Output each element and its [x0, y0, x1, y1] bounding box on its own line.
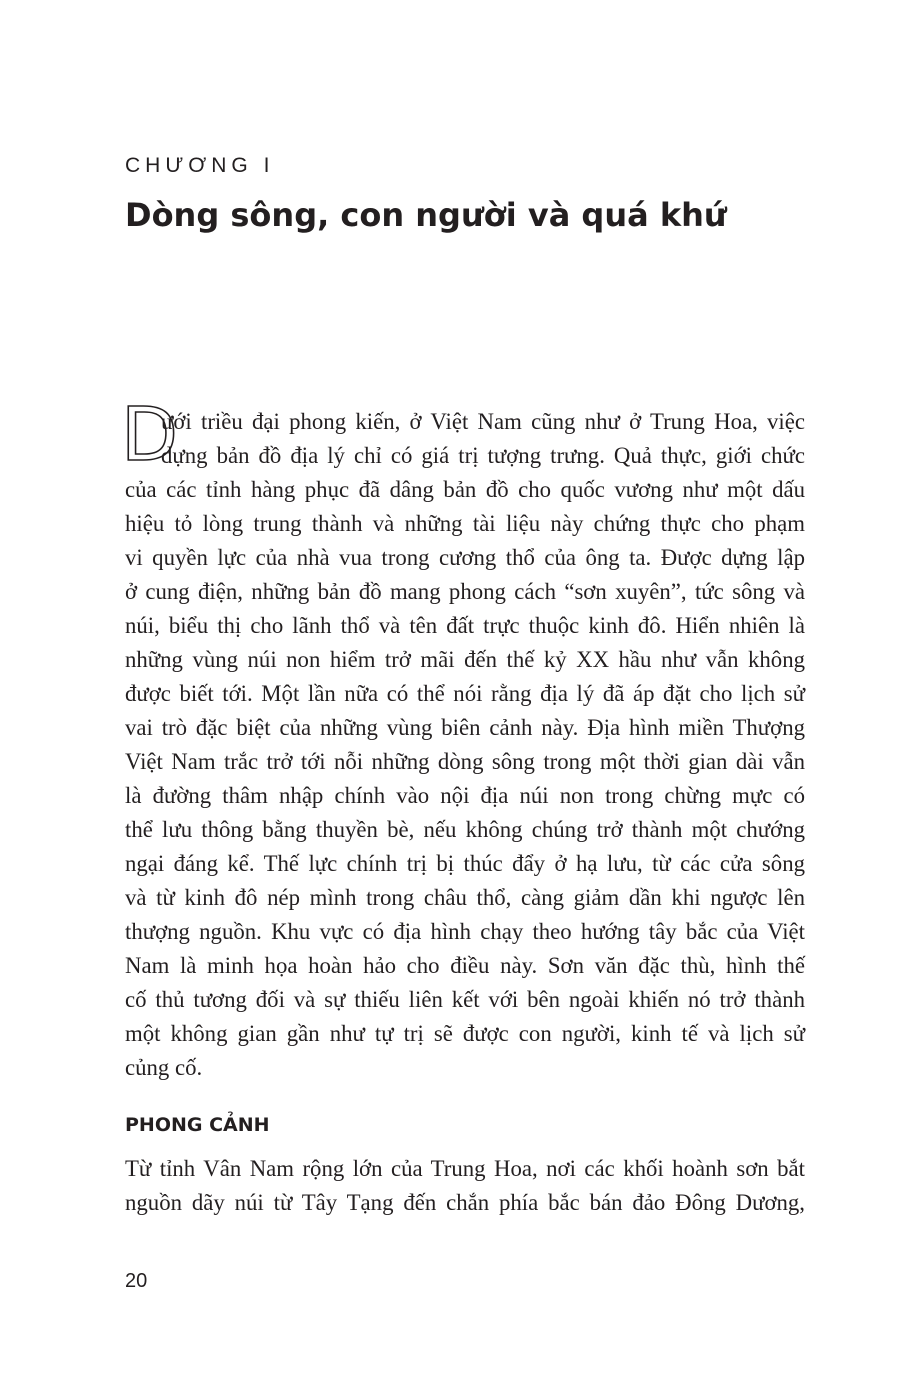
chapter-label: CHƯƠNG I	[125, 154, 275, 177]
paragraph-line: Việt Nam trắc trở tới nỗi những dòng sông trong một thời gian dài vẫn	[125, 749, 805, 774]
paragraph-line: Nam là minh họa hoàn hảo cho điều này. Sơn văn đặc thù, hình thế	[125, 953, 805, 978]
paragraph-line: thượng nguồn. Khu vực có địa hình chạy theo hướng tây bắc của Việt	[125, 919, 805, 944]
paragraph-line: là đường thâm nhập chính vào nội địa núi non trong chừng mực có	[125, 783, 805, 808]
paragraph-line: ưới triều đại phong kiến, ở Việt Nam cũng như ở Trung Hoa, việc	[161, 409, 805, 434]
chapter-title: Dòng sông, con người và quá khứ	[125, 196, 727, 234]
paragraph-line: dựng bản đồ địa lý chỉ có giá trị tượng trưng. Quả thực, giới chức	[161, 443, 805, 468]
paragraph-line: ngại đáng kể. Thế lực chính trị bị thúc đẩy ở hạ lưu, từ các cửa sông	[125, 851, 805, 876]
paragraph-line: ở cung điện, những bản đồ mang phong cách “sơn xuyên”, tức sông và	[125, 579, 805, 604]
paragraph-line: một không gian gần như tự trị sẽ được con người, kinh tế và lịch sử	[125, 1021, 805, 1046]
paragraph-line: và từ kinh đô nép mình trong châu thổ, càng giảm dần khi ngược lên	[125, 885, 805, 910]
section-heading: PHONG CẢNH	[125, 1114, 270, 1136]
paragraph-line: cố thủ tương đối và sự thiếu liên kết với bên ngoài khiến nó trở thành	[125, 987, 805, 1012]
paragraph-line: những vùng núi non hiểm trở mãi đến thế kỷ XX hầu như vẫn không	[125, 647, 805, 672]
paragraph-line: Từ tỉnh Vân Nam rộng lớn của Trung Hoa, nơi các khối hoành sơn bắt	[125, 1156, 805, 1181]
paragraph-line: vai trò đặc biệt của những vùng biên cảnh này. Địa hình miền Thượng	[125, 715, 805, 740]
page-number: 20	[125, 1270, 148, 1292]
paragraph-line: được biết tới. Một lần nữa có thể nói rằng địa lý đã áp đặt cho lịch sử	[125, 681, 805, 706]
paragraph-line: nguồn dãy núi từ Tây Tạng đến chắn phía bắc bán đảo Đông Dương,	[125, 1190, 805, 1215]
drop-cap-letter: D	[121, 392, 178, 478]
paragraph-line: thể lưu thông bằng thuyền bè, nếu không chúng trở thành một chướng	[125, 817, 805, 842]
paragraph-line: hiệu tỏ lòng trung thành và những tài liệu này chứng thực cho phạm	[125, 511, 805, 536]
paragraph-line: củng cố.	[125, 1055, 203, 1080]
paragraph-line: vi quyền lực của nhà vua trong cương thổ của ông ta. Được dựng lập	[125, 545, 805, 570]
paragraph-line: núi, biểu thị cho lãnh thổ và tên đất trực thuộc kinh đô. Hiển nhiên là	[125, 613, 805, 638]
paragraph-line: của các tỉnh hàng phục đã dâng bản đồ cho quốc vương như một dấu	[125, 477, 805, 502]
